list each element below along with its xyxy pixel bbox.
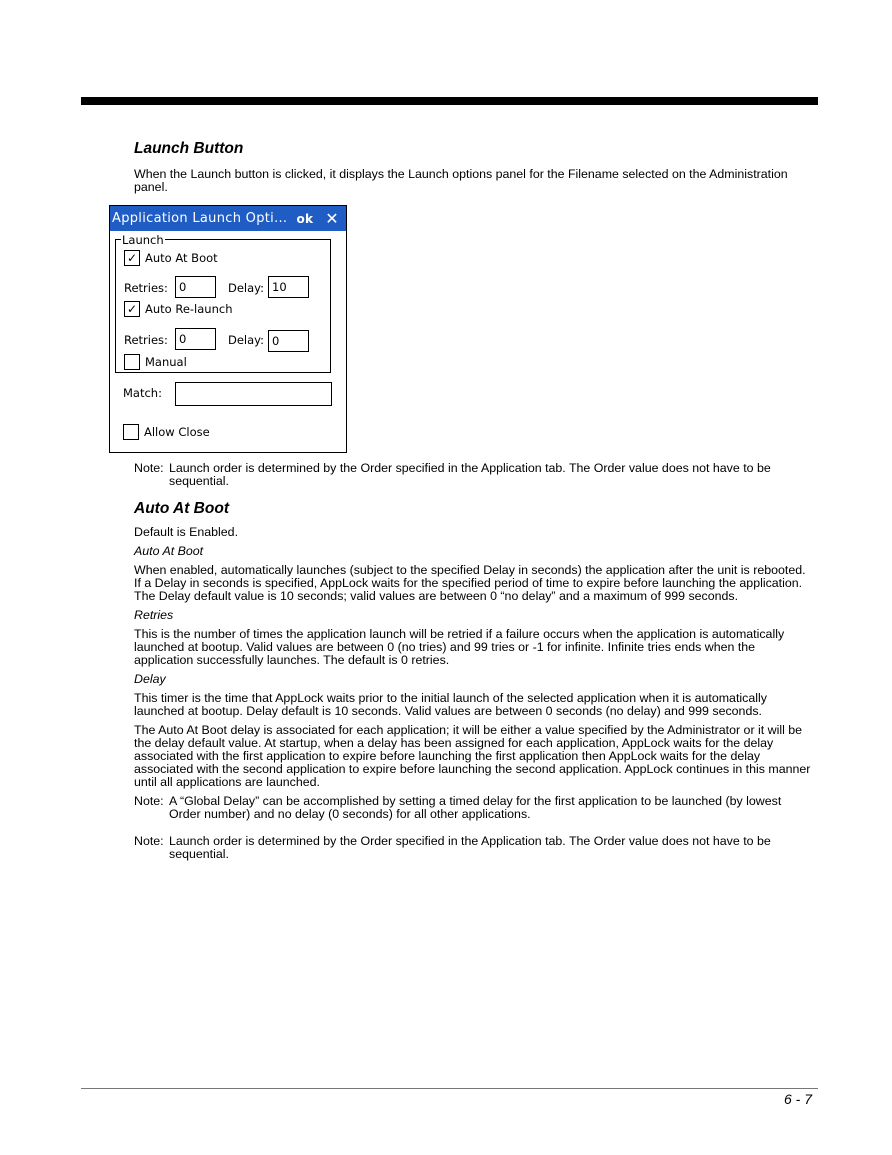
dialog-title: Application Launch Opti... xyxy=(112,211,288,226)
auto-at-boot-subheading: Auto At Boot xyxy=(134,544,204,558)
delay-body-2: The Auto At Boot delay is associated for each application; it will be either a value specified by the Administrator or it will be the delay default value. At startup, when a delay has been assigned for each application, AppLock waits for the delay associated with the first application to expire before launching the first application then AppLock waits for the delay associated with the second application to expire before launching the second application. AppLock continues in this manner until all applications are launched. xyxy=(134,723,811,789)
relaunch-delay-input[interactable]: 0 xyxy=(268,330,309,352)
match-input[interactable] xyxy=(175,382,332,406)
boot-retries-label: Retries: xyxy=(124,281,168,295)
note-launch-order-2 xyxy=(134,835,814,861)
retries-subheading: Retries xyxy=(134,608,174,622)
auto-relaunch-option[interactable] xyxy=(124,301,233,317)
note-label: Note: xyxy=(134,461,164,475)
allow-close-label: Allow Close xyxy=(144,425,210,439)
boot-delay-label: Delay: xyxy=(228,281,265,295)
dialog-title-bar xyxy=(110,206,346,231)
launch-group-label: Launch xyxy=(122,233,164,247)
ok-button[interactable]: ok xyxy=(296,211,314,226)
relaunch-retries-label: Retries: xyxy=(124,333,168,347)
delay-body-1: This timer is the time that AppLock waits prior to the initial launch of the selected application when it is automatically launched at bootup. Delay default is 10 seconds. Valid values are between 0 seconds (no delay) and 999 seconds. xyxy=(134,691,767,718)
launch-group xyxy=(115,233,331,373)
relaunch-delay-label: Delay: xyxy=(228,333,265,347)
allow-close-checkbox[interactable] xyxy=(123,424,139,440)
retries-body: This is the number of times the application launch will be retried if a failure occurs when the application is automatically launched at bootup. Valid values are between 0 (no tries) and 99 tries or -1 for infinite. Infinite tries ends when the application successfully launches. The default is 0 retries. xyxy=(134,627,785,667)
allow-close-option[interactable] xyxy=(123,424,210,440)
page-number: 6 - 7 xyxy=(783,1091,812,1107)
auto-at-boot-label: Auto At Boot xyxy=(145,251,218,265)
auto-relaunch-label: Auto Re-launch xyxy=(145,302,233,316)
boot-retries-input[interactable]: 0 xyxy=(175,276,216,298)
note-label: Note: xyxy=(134,834,164,848)
boot-delay-input[interactable]: 10 xyxy=(268,276,309,298)
auto-relaunch-checkbox[interactable]: ✓ xyxy=(124,301,140,317)
auto-at-boot-option[interactable] xyxy=(124,250,218,266)
manual-option[interactable] xyxy=(124,354,187,370)
relaunch-retries-input[interactable]: 0 xyxy=(175,328,216,350)
note-launch-order-1 xyxy=(134,462,814,488)
manual-checkbox[interactable] xyxy=(124,354,140,370)
launch-options-dialog xyxy=(109,205,347,453)
manual-label: Manual xyxy=(145,355,187,369)
footer-rule xyxy=(81,1088,818,1089)
note-text: A “Global Delay” can be accomplished by setting a timed delay for the first application to be launched (by lowest Order number) and no delay (0 seconds) for all other applications. xyxy=(169,794,782,821)
match-label: Match: xyxy=(123,386,162,400)
auto-at-boot-default: Default is Enabled. xyxy=(134,525,239,539)
note-global-delay xyxy=(134,795,814,821)
close-icon[interactable]: ✕ xyxy=(325,209,339,228)
note-label: Note: xyxy=(134,794,164,808)
auto-at-boot-checkbox[interactable]: ✓ xyxy=(124,250,140,266)
auto-at-boot-heading: Auto At Boot xyxy=(134,500,229,517)
launch-button-heading: Launch Button xyxy=(134,140,244,157)
note-text: Launch order is determined by the Order specified in the Application tab. The Order value does not have to be sequential. xyxy=(169,834,771,861)
launch-button-intro: When the Launch button is clicked, it displays the Launch options panel for the Filename selected on the Administration panel. xyxy=(134,167,788,194)
delay-subheading: Delay xyxy=(134,672,166,686)
auto-at-boot-body: When enabled, automatically launches (subject to the specified Delay in seconds) the application after the unit is rebooted. If a Delay in seconds is specified, AppLock waits for the specified period of time to expire before launching the application. The Delay default value is 10 seconds; valid values are between 0 “no delay” and a maximum of 999 seconds. xyxy=(134,563,806,603)
note-text: Launch order is determined by the Order specified in the Application tab. The Order value does not have to be sequential. xyxy=(169,461,771,488)
header-rule xyxy=(81,97,818,105)
